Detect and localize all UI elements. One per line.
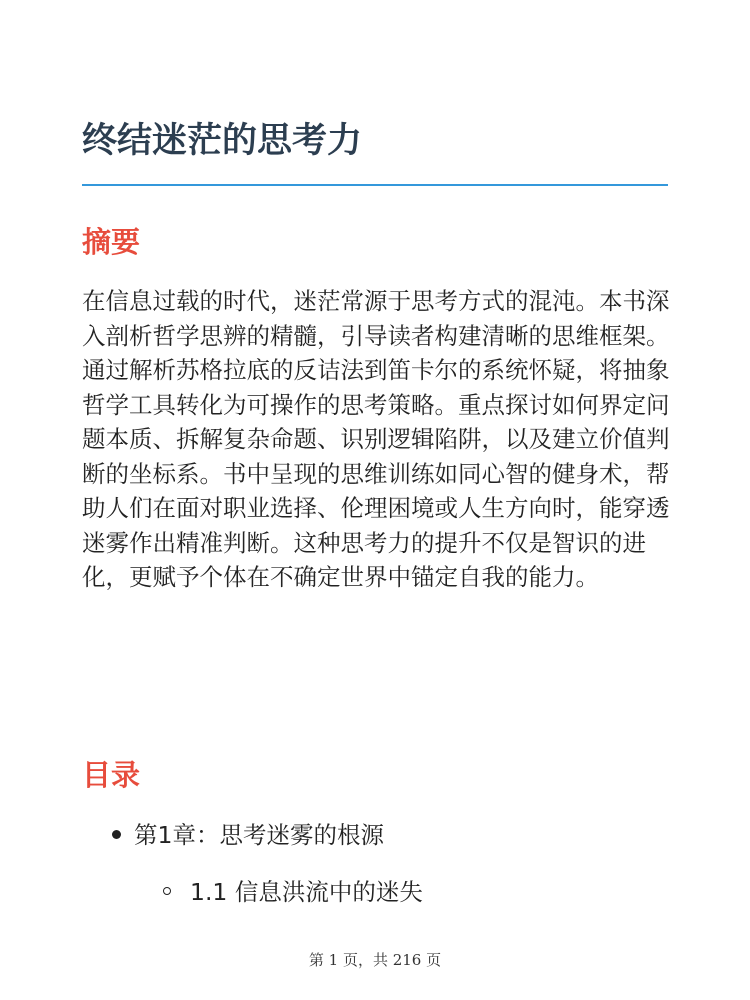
abstract-heading: 摘要	[82, 225, 141, 259]
toc-chapter-label: 第1章：思考迷雾的根源	[134, 821, 384, 849]
bullet-circle-icon	[163, 887, 171, 895]
page-footer: 第 1 页，共 216 页	[308, 951, 442, 969]
document-title: 终结迷茫的思考力	[82, 121, 363, 161]
toc-section-label: 1.1 信息洪流中的迷失	[190, 878, 423, 906]
toc-chapter-item	[112, 815, 384, 855]
abstract-paragraph: 在信息过载的时代，迷茫常源于思考方式的混沌。本书深入剖析哲学思辨的精髓，引导读者构建清晰的思维框架。通过解析苏格拉底的反诘法到笛卡尔的系统怀疑，将抽象哲学工具转化为可操作的思考策略。重点探讨如何界定问题本质、拆解复杂命题、识别逻辑陷阱，以及建立价值判断的坐标系。书中呈现的思维训练如同心智的健身术，帮助人们在面对职业选择、伦理困境或人生方向时，能穿透迷雾作出精准判断。这种思考力的提升不仅是智识的进化，更赋予个体在不确定世界中锚定自我的能力。	[82, 287, 670, 591]
title-divider	[82, 184, 668, 186]
toc-section-item	[163, 872, 423, 912]
toc-heading: 目录	[82, 758, 141, 792]
bullet-disc-icon	[112, 830, 121, 839]
